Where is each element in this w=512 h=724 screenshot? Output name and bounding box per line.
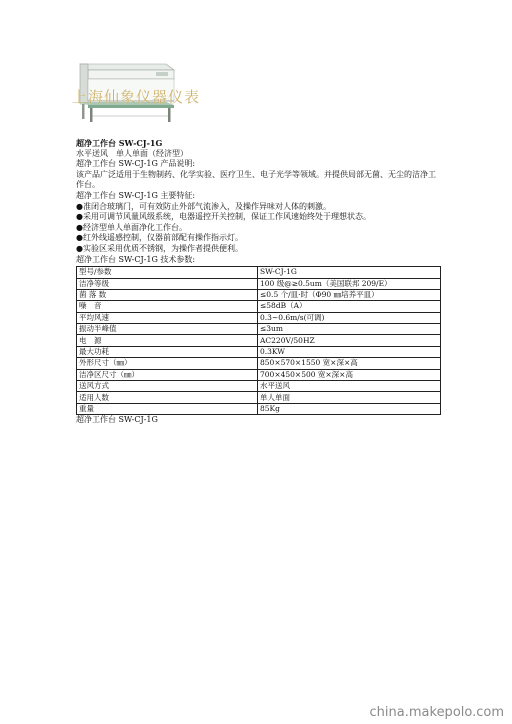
site-watermark: china.makepolo.com [369,705,504,720]
spec-key: 洁净等级 [77,278,258,289]
table-row [77,324,441,335]
table-row [77,392,441,403]
spec-value: 700×450×500 宽×深×高 [258,369,441,380]
footer-line: 超净工作台 SW-CJ-1G [76,415,158,425]
watermark-text: 上海仙象仪器仪表 [72,88,201,106]
spec-value: 850×570×1550 宽×深×高 [258,358,441,369]
table-row [77,312,441,323]
feature-item: ●红外线遥感控制，仪器前部配有操作指示灯。 [76,233,243,243]
spec-key: 菌 落 数 [77,289,258,300]
spec-key: 电 源 [77,335,258,346]
table-row [77,278,441,289]
spec-value: ≤58dB（A） [258,301,441,312]
table-row [77,346,441,357]
spec-key: 噪 音 [77,301,258,312]
spec-value: ≤0.5 个/皿·时（Φ90 ㎜培养平皿） [258,289,441,300]
description-paragraph: 该产品广泛适用于生物制药、化学实验、医疗卫生、电子光学等领域。并提供局部无菌、无尘的洁净工作台。 [76,169,436,190]
spec-key: 洁净区尺寸（㎜） [77,369,258,380]
spec-key: 适用人数 [77,392,258,403]
spec-value: ≤3um [258,324,441,335]
spec-value: 85Kg [258,403,441,414]
table-row [77,335,441,346]
table-row [77,301,441,312]
spec-value: 100 级@≥0.5um（美国联邦 209/E） [258,278,441,289]
spec-value: 水平送风 [258,381,441,392]
spec-value: SW-CJ-1G [258,267,441,278]
features-title: 超净工作台 SW-CJ-1G 主要特征: [76,190,196,200]
feature-item: ●实验区采用优质不锈钢，为操作者提供便利。 [76,243,243,253]
spec-key: 最大功耗 [77,346,258,357]
intro-line: 水平送风 单人单面（经济型） [76,148,188,158]
spec-key: 外形尺寸（㎜） [77,358,258,369]
intro-line: 超净工作台 SW-CJ-1G [76,138,163,148]
spec-value: AC220V/50HZ [258,335,441,346]
spec-key: 重量 [77,403,258,414]
spec-key: 振动半峰值 [77,324,258,335]
feature-item: ●经济型单人单面净化工作台。 [76,222,187,232]
table-row [77,403,441,414]
table-row [77,358,441,369]
spec-value: 0.3KW [258,346,441,357]
feature-item: ●准闭合玻璃门，可有效防止外部气流渗入，及操作异味对人体的刺激。 [76,201,331,211]
intro-line: 超净工作台 SW-CJ-1G 产品说明: [76,159,196,169]
feature-item: ●采用可调节风量风级系统，电器遥控开关控制，保证工作风速始终处于理想状态。 [76,212,371,222]
spec-key: 平均风速 [77,312,258,323]
table-row [77,267,441,278]
table-row [77,369,441,380]
specs-title: 超净工作台 SW-CJ-1G 技术参数: [76,254,196,264]
spec-value: 0.3~0.6m/s(可调) [258,312,441,323]
document-body [76,138,441,426]
spec-value: 单人单面 [258,392,441,403]
specs-table [76,266,441,415]
spec-key: 送风方式 [77,381,258,392]
table-row [77,381,441,392]
table-row [77,289,441,300]
spec-key: 型号/参数 [77,267,258,278]
